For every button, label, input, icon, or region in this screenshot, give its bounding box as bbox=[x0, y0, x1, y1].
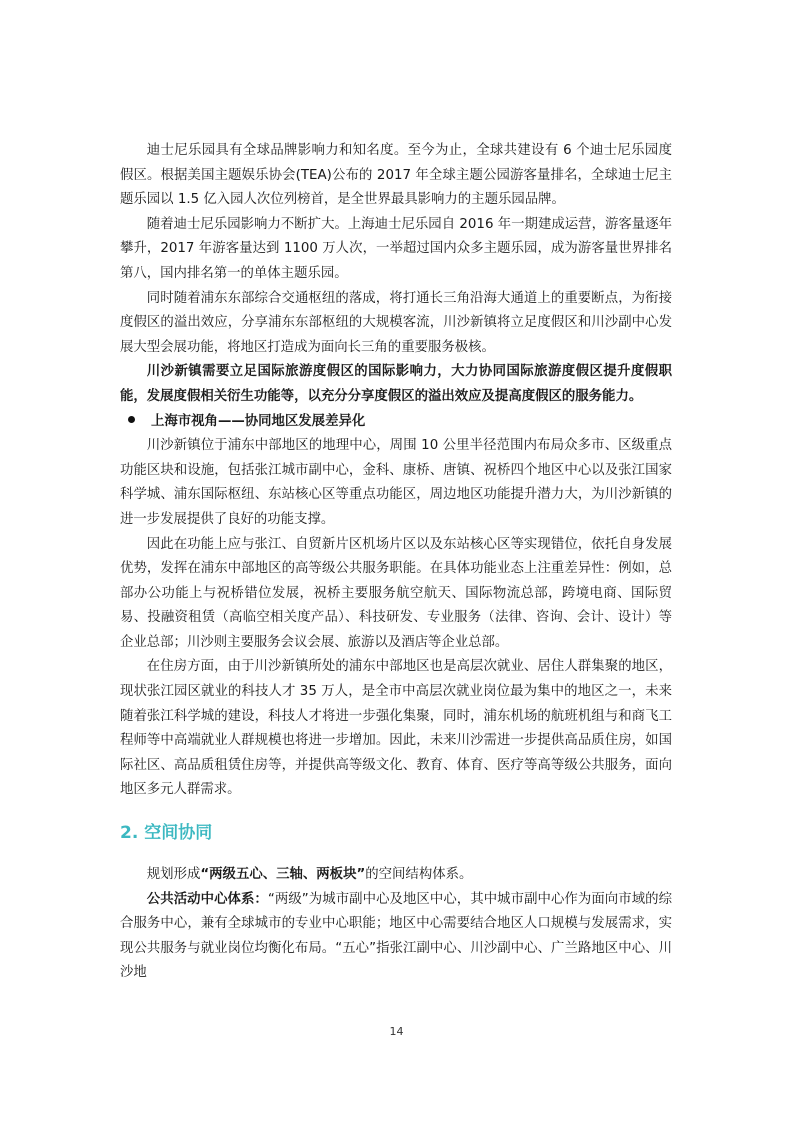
paragraph-housing: 在住房方面，由于川沙新镇所处的浦东中部地区也是高层次就业、居住人群集聚的地区，现状张江园区就业的科技人才 35 万人，是全市中高层次就业岗位最为集中的地区之一，未来随着张江科学城的建设，科技人才将进一步强化集聚，同时，浦东机场的航班机组与和商飞工程师等中高端就业人群规模也将进一步增加。因此，未来川沙需进一步提供高品质住房，如国际社区、高品质租赁住房等，并提供高等级文化、教育、体育、医疗等高等级公共服务，面向地区多元人群需求。 bbox=[120, 659, 672, 798]
paragraph-emphasis: 川沙新镇需要立足国际旅游度假区的国际影响力，大力协同国际旅游度假区提升度假职能，发展度假相关衍生功能等，以充分分享度假区的溢出效应及提高度假区的服务能力。 bbox=[120, 364, 672, 404]
paragraph-location: 川沙新镇位于浦东中部地区的地理中心，周围 10 公里半径范围内布局众多市、区级重点功能区块和设施，包括张江城市副中心，金科、康桥、唐镇、祝桥四个地区中心以及张江国家科学城、浦东国际枢纽、东站核心区等重点功能区，周边地区功能提升潜力大，为川沙新镇的进一步发展提供了良好的功能支撑。 bbox=[120, 438, 672, 527]
structure-bold: “两级五心、三轴、两板块” bbox=[200, 867, 366, 883]
bullet-heading-text: 上海市视角——协同地区发展差异化 bbox=[151, 413, 366, 429]
bullet-dot-icon bbox=[128, 416, 135, 423]
structure-prefix: 规划形成 bbox=[146, 867, 201, 883]
paragraph-structure bbox=[120, 863, 672, 888]
center-label: 公共活动中心体系： bbox=[146, 891, 268, 907]
paragraph-center-system bbox=[120, 888, 672, 986]
paragraph-shanghai-disney: 随着迪士尼乐园影响力不断扩大。上海迪士尼乐园自 2016 年一期建成运营，游客量逐年攀升，2017 年游客量达到 1100 万人次，一举超过国内众多主题乐园，成为游客量世界排名第八，国内排名第一的单体主题乐园。 bbox=[120, 216, 672, 281]
structure-suffix: 的空间结构体系。 bbox=[365, 867, 473, 883]
paragraph-transport-hub: 同时随着浦东东部综合交通枢纽的落成，将打通长三角沿海大通道上的重要断点，为衔接度假区的溢出效应，分享浦东东部枢纽的大规模客流，川沙新镇将立足度假区和川沙副中心发展大型会展功能，将地区打造成为面向长三角的重要服务极核。 bbox=[120, 290, 672, 355]
bullet-heading bbox=[120, 410, 672, 435]
section-heading: 2. 空间协同 bbox=[120, 823, 213, 844]
paragraph-function: 因此在功能上应与张江、自贸新片区机场片区以及东站核心区等实现错位，依托自身发展优势，发挥在浦东中部地区的高等级公共服务职能。在具体功能业态上注重差异性：例如，总部办公功能上与祝桥错位发展，祝桥主要服务航空航天、国际物流总部，跨境电商、国际贸易、投融资租赁（高临空相关度产品）、科技研发、专业服务（法律、咨询、会计、设计）等企业总部；川沙则主要服务会议会展、旅游以及酒店等企业总部。 bbox=[120, 536, 672, 650]
document-body bbox=[120, 139, 672, 986]
center-text: “两级”为城市副中心及地区中心，其中城市副中心作为面向市域的综合服务中心，兼有全球城市的专业中心职能；地区中心需要结合地区人口规模与发展需求，实现公共服务与就业岗位均衡化布局。“五心”指张江副中心、川沙副中心、广兰路地区中心、川沙地 bbox=[120, 891, 673, 981]
page-number: 14 bbox=[389, 1025, 404, 1038]
paragraph-disney-brand: 迪士尼乐园具有全球品牌影响力和知名度。至今为止，全球共建设有 6 个迪士尼乐园度假区。根据美国主题娱乐协会(TEA)公布的 2017 年全球主题公园游客量排名，全球迪士尼主题乐园以 1.5 亿入园人次位列榜首，是全世界最具影响力的主题乐园品牌。 bbox=[120, 143, 672, 208]
